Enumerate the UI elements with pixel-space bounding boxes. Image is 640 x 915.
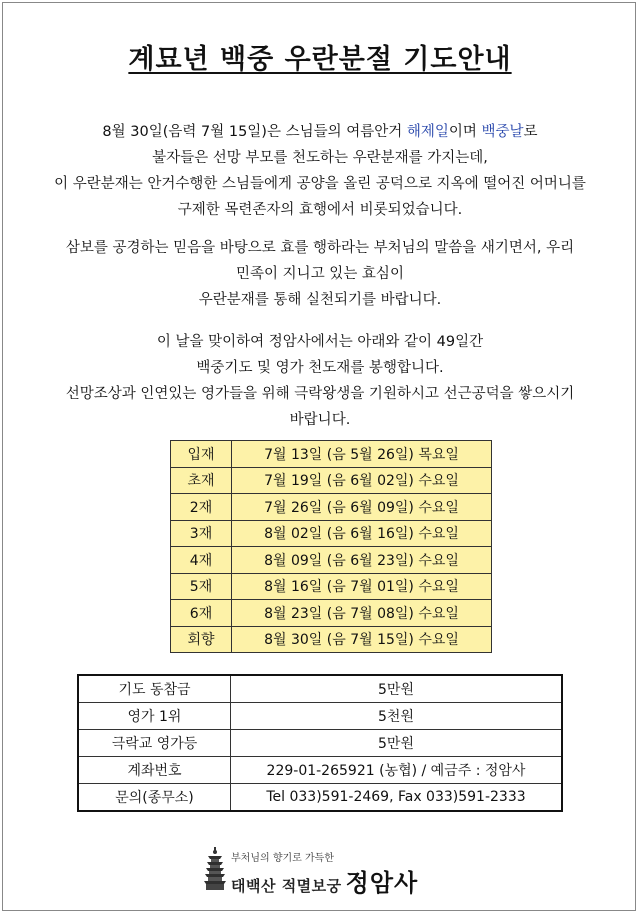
filial-line-1: 삼보를 공경하는 믿음을 바탕으로 효를 행하라는 부처님의 말씀을 새기면서, 우리	[65, 240, 575, 256]
schedule-date: 7월 19일 (음 6월 02일) 수요일	[232, 467, 492, 494]
info-table	[77, 674, 563, 812]
schedule-label: 4재	[171, 547, 232, 574]
schedule-date: 8월 09일 (음 6월 23일) 수요일	[232, 547, 492, 574]
highlight-baekjung: 백중날	[481, 124, 524, 140]
pagoda-icon	[203, 847, 227, 891]
document-page	[2, 2, 636, 911]
info-label: 계좌번호	[78, 757, 231, 784]
table-row	[78, 757, 562, 784]
table-row	[171, 520, 492, 547]
intro-line-4: 구제한 목련존자의 효행에서 비롯되었습니다.	[177, 202, 463, 218]
info-label: 문의(종무소)	[78, 784, 231, 812]
temple-brand	[231, 863, 418, 898]
schedule-label: 회향	[171, 626, 232, 653]
intro-line-1-text-b: 이며	[448, 124, 482, 140]
info-value: 229-01-265921 (농협) / 예금주 : 정암사	[231, 757, 563, 784]
intro-line-2: 불자들은 선망 부모를 천도하는 우란분재를 가지는데,	[152, 150, 488, 166]
schedule-date: 8월 30일 (음 7월 15일) 수요일	[232, 626, 492, 653]
temple-slogan: 부처님의 향기로 가득한	[231, 853, 334, 864]
info-value: 5만원	[231, 730, 563, 757]
table-row	[171, 467, 492, 494]
intro-paragraph	[3, 119, 637, 223]
table-row	[78, 730, 562, 757]
schedule-label: 초재	[171, 467, 232, 494]
table-row	[171, 441, 492, 468]
schedule-table	[170, 440, 492, 653]
schedule-date: 7월 26일 (음 6월 09일) 수요일	[232, 494, 492, 521]
highlight-haeje: 해제일	[406, 124, 449, 140]
info-value: 5천원	[231, 703, 563, 730]
schedule-label: 2재	[171, 494, 232, 521]
page-title-text: 계묘년 백중 우란분절 기도안내	[128, 44, 512, 75]
schedule-date: 8월 23일 (음 7월 08일) 수요일	[232, 600, 492, 627]
info-value: 5만원	[231, 675, 563, 703]
temple-name: 정암사	[345, 869, 419, 897]
table-row	[171, 573, 492, 600]
table-row	[78, 784, 562, 812]
info-label: 기도 동참금	[78, 675, 231, 703]
ceremony-line-3: 선망조상과 인연있는 영가들을 위해 극락왕생을 기원하시고 선근공덕을 쌓으시기	[65, 386, 575, 402]
ceremony-line-1: 이 날을 맞이하여 정암사에서는 아래와 같이 49일간	[156, 334, 484, 350]
intro-line-1	[3, 119, 637, 145]
temple-subtitle: 태백산 적멸보궁	[231, 877, 342, 895]
table-row	[78, 675, 562, 703]
intro-line-1-text-c: 로	[523, 124, 538, 140]
schedule-date: 8월 02일 (음 6월 16일) 수요일	[232, 520, 492, 547]
intro-line-3: 이 우란분재는 안거수행한 스님들에게 공양을 올린 공덕으로 지옥에 떨어진 어머니를	[54, 176, 586, 192]
table-row	[171, 600, 492, 627]
filial-paragraph	[3, 235, 637, 313]
schedule-label: 입재	[171, 441, 232, 468]
table-row	[171, 626, 492, 653]
info-label: 영가 1위	[78, 703, 231, 730]
info-value: Tel 033)591-2469, Fax 033)591-2333	[231, 784, 563, 812]
schedule-label: 6재	[171, 600, 232, 627]
table-row	[171, 547, 492, 574]
ceremony-line-4: 바랍니다.	[289, 412, 351, 428]
schedule-label: 5재	[171, 573, 232, 600]
temple-logo	[203, 847, 463, 897]
schedule-label: 3재	[171, 520, 232, 547]
table-row	[171, 494, 492, 521]
ceremony-line-2: 백중기도 및 영가 천도재를 봉행합니다.	[196, 360, 444, 376]
schedule-date: 8월 16일 (음 7월 01일) 수요일	[232, 573, 492, 600]
ceremony-paragraph	[3, 329, 637, 433]
schedule-date: 7월 13일 (음 5월 26일) 목요일	[232, 441, 492, 468]
filial-line-3: 우란분재를 통해 실천되기를 바랍니다.	[198, 292, 442, 308]
info-label: 극락교 영가등	[78, 730, 231, 757]
table-row	[78, 703, 562, 730]
intro-line-1-text-a: 8월 30일(음력 7월 15일)은 스님들의 여름안거	[102, 124, 407, 140]
filial-line-2: 민족이 지니고 있는 효심이	[236, 266, 404, 282]
page-title	[3, 37, 637, 76]
